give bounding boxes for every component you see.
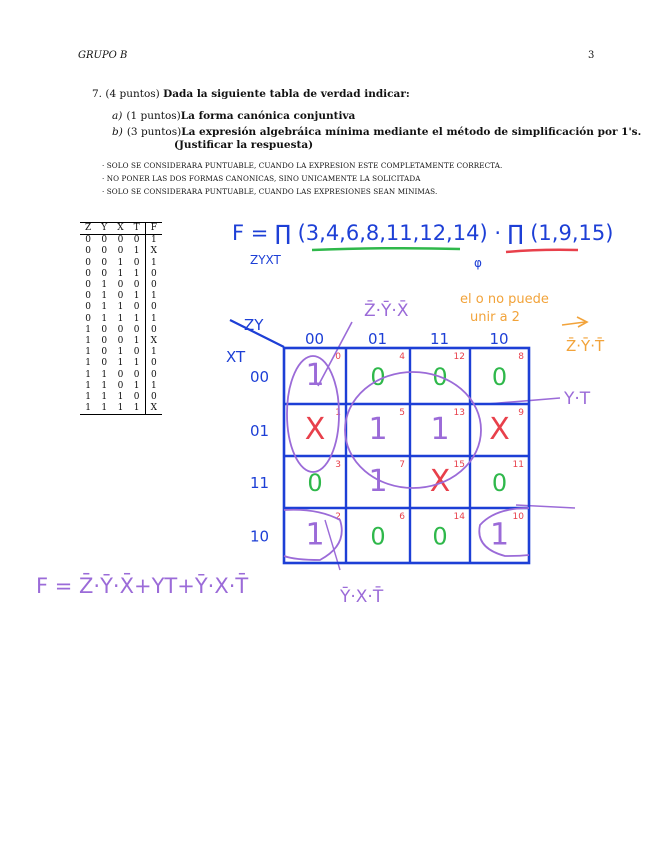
- table-cell: 0: [85, 257, 91, 268]
- table-cell: 0: [133, 324, 140, 335]
- table-cell: 0: [85, 313, 91, 324]
- note-3: · SOLO SE CONSIDERARA PUNTUABLE, CUANDO LAS EXPRESIONES SEAN MINIMAS.: [102, 187, 438, 196]
- table-cell: 1: [117, 268, 124, 279]
- table-cell: 0: [101, 336, 108, 347]
- table-cell: 1: [145, 291, 162, 302]
- table-cell: 1: [85, 336, 91, 347]
- kmap-cell-value: 0: [432, 522, 448, 551]
- table-cell: 1: [133, 291, 140, 302]
- table-cell: 1: [117, 302, 124, 313]
- product-form: F = ∏ (3,4,6,8,11,12,14) · ∏ (1,9,15): [232, 221, 614, 245]
- kmap-minterm-index: 1: [335, 408, 341, 418]
- table-cell: 1: [117, 392, 124, 403]
- table-cell: 1: [145, 314, 162, 325]
- table-cell: 1: [85, 358, 91, 369]
- kmap-cell-value: X: [489, 412, 510, 447]
- table-cell: 1: [112, 403, 128, 415]
- kmap-minterm-index: 8: [518, 352, 524, 362]
- note-line-1: el o no puede: [460, 292, 549, 307]
- table-cell: 1: [85, 392, 91, 403]
- table-cell: 1: [145, 258, 162, 269]
- table-cell: 1: [133, 313, 140, 324]
- table-cell: 0: [117, 235, 124, 246]
- table-cell: 1: [133, 358, 140, 369]
- table-cell: 0: [85, 235, 91, 246]
- table-cell: 1: [117, 347, 124, 358]
- kmap-cell-value: 0: [432, 363, 448, 391]
- question-points: (4 puntos): [105, 88, 160, 100]
- table-cell: 0: [85, 302, 91, 313]
- table-cell: 0: [133, 369, 140, 380]
- kmap-cell-value: 0: [491, 469, 508, 497]
- table-cell: 1: [145, 347, 162, 358]
- table-cell: 0: [85, 280, 91, 291]
- table-cell: 1: [117, 358, 124, 369]
- table-cell: 0: [101, 235, 108, 246]
- table-cell: 0: [145, 370, 162, 381]
- table-cell: 1: [85, 380, 91, 391]
- part-a-points: (1 puntos): [126, 110, 181, 122]
- note-1: · SOLO SE CONSIDERARA PUNTUABLE, CUANDO LA EXPRESION ESTE COMPLETAMENTE CORRECTA.: [102, 161, 503, 170]
- red-underline: [506, 250, 578, 252]
- kmap-minterm-index: 12: [453, 352, 465, 362]
- kmap-cell-value: 1: [305, 517, 325, 553]
- table-cell: 0: [117, 324, 124, 335]
- table-cell: X: [145, 336, 162, 347]
- table-cell: 0: [133, 257, 140, 268]
- kmap-minterm-index: 3: [335, 460, 341, 470]
- phi-mark: φ: [474, 256, 482, 270]
- kmap-cell-value: 1: [368, 412, 388, 447]
- table-cell: 1: [101, 302, 108, 313]
- kmap-row-header: 00: [250, 368, 270, 386]
- kmap-cell-value: 1: [368, 464, 388, 499]
- result-expression: F = Z̄·Ȳ·X̄+YT+Ȳ·X·T̄: [36, 574, 249, 598]
- table-cell: X: [145, 246, 162, 257]
- table-cell: X: [145, 403, 162, 415]
- kmap-row-header: 10: [250, 527, 270, 546]
- kmap-col-header: 10: [489, 330, 509, 348]
- table-cell: 0: [145, 358, 162, 369]
- table-cell: 0: [133, 235, 140, 246]
- table-cell: 1: [101, 313, 108, 324]
- table-cell: 0: [101, 257, 108, 268]
- question-prompt: Dada la siguiente tabla de verdad indicar:: [163, 88, 410, 100]
- table-cell: 0: [145, 280, 162, 291]
- table-cell: 0: [117, 369, 124, 380]
- part-b-points: (3 puntos): [126, 126, 182, 138]
- table-cell: 1: [101, 291, 108, 302]
- kmap-cell-value: 1: [489, 517, 510, 553]
- kmap-row-header: 01: [250, 422, 270, 440]
- karnaugh-map: [226, 316, 529, 563]
- table-cell: 0: [101, 347, 108, 358]
- col-z: Z: [80, 223, 96, 235]
- kmap-minterm-index: 0: [335, 352, 341, 362]
- table-cell: 1: [133, 336, 140, 347]
- group-label-2: Ȳ·X·T̄: [340, 587, 384, 607]
- group-label-yt: Y·T: [564, 389, 591, 409]
- table-cell: 1: [80, 403, 96, 415]
- kmap-cell-value: X: [429, 464, 451, 499]
- table-cell: 0: [101, 324, 108, 335]
- kmap-minterm-index: 11: [512, 460, 524, 470]
- part-a-label: a): [112, 110, 123, 122]
- kmap-minterm-index: 6: [399, 512, 405, 522]
- part-a-text: La forma canónica conjuntiva: [180, 110, 356, 122]
- kmap-col-header: 11: [430, 330, 450, 348]
- kmap-minterm-index: 9: [518, 408, 524, 418]
- kmap-col-header: 00: [305, 330, 325, 348]
- kmap-minterm-index: 5: [399, 408, 405, 418]
- kmap-cell-value: 0: [370, 522, 386, 551]
- table-cell: 1: [101, 380, 108, 391]
- kmap-minterm-index: 2: [335, 512, 341, 522]
- kmap-cell-value: 1: [430, 412, 450, 447]
- kmap-row-var: XT: [226, 348, 246, 366]
- group-yt: [345, 372, 481, 488]
- col-x: X: [112, 223, 128, 235]
- kmap-cell-value: 0: [491, 363, 508, 391]
- kmap-cell-value: 0: [307, 469, 323, 497]
- note-term: Z̄·Ȳ·T̄: [566, 337, 605, 355]
- table-cell: 0: [145, 302, 162, 313]
- table-cell: 0: [145, 392, 162, 403]
- table-cell: 0: [85, 291, 91, 302]
- note-2: · NO PONER LAS DOS FORMAS CANONICAS, SINO UNICAMENTE LA SOLICITADA: [102, 174, 421, 183]
- group-label-1: Z̄·Ȳ·X̄: [364, 301, 409, 321]
- kmap-minterm-index: 4: [399, 352, 405, 362]
- table-cell: 0: [117, 246, 124, 257]
- question-number: 7.: [92, 88, 103, 100]
- col-f: F: [145, 223, 162, 235]
- table-cell: 1: [133, 246, 140, 257]
- table-cell: 0: [117, 280, 124, 291]
- part-b-label: b): [112, 126, 123, 138]
- table-cell: 1: [145, 381, 162, 392]
- table-cell: 1: [101, 369, 108, 380]
- table-cell: 1: [117, 257, 124, 268]
- kmap-cell-value: X: [304, 412, 326, 447]
- table-cell: 0: [101, 268, 108, 279]
- kmap-minterm-index: 15: [453, 460, 465, 470]
- table-cell: 0: [117, 336, 124, 347]
- table-cell: 0: [85, 268, 91, 279]
- table-cell: 0: [117, 380, 124, 391]
- table-cell: 1: [85, 324, 91, 335]
- table-cell: 0: [133, 302, 140, 313]
- table-cell: 0: [101, 358, 108, 369]
- table-cell: 1: [85, 369, 91, 380]
- part-b-text: La expresión algebráica mínima mediante el método de simplificación por 1's.: [181, 126, 642, 138]
- col-y: Y: [96, 223, 112, 235]
- note-line-2: unir a 2: [470, 310, 520, 325]
- kmap-minterm-index: 14: [453, 512, 465, 522]
- table-cell: 1: [101, 280, 108, 291]
- table-cell: 1: [133, 268, 140, 279]
- table-cell: 1: [117, 313, 124, 324]
- kmap-cell-value: 0: [370, 363, 386, 391]
- table-cell: 0: [101, 246, 108, 257]
- var-order: ZYXT: [250, 253, 281, 267]
- table-cell: 0: [133, 280, 140, 291]
- table-cell: 0: [133, 347, 140, 358]
- table-cell: 0: [117, 291, 124, 302]
- table-cell: 1: [96, 403, 112, 415]
- header-title: GRUPO B: [78, 50, 128, 61]
- kmap-cell-value: 1: [305, 358, 325, 393]
- kmap-minterm-index: 13: [453, 408, 465, 418]
- green-underline: [312, 248, 460, 250]
- table-cell: 0: [133, 392, 140, 403]
- table-cell: 0: [85, 246, 91, 257]
- table-cell: 0: [145, 325, 162, 336]
- table-cell: 1: [145, 235, 162, 247]
- table-cell: 0: [145, 269, 162, 280]
- kmap-minterm-index: 10: [512, 512, 524, 522]
- table-cell: 1: [133, 380, 140, 391]
- table-cell: 1: [101, 392, 108, 403]
- kmap-col-var: ZY: [244, 316, 264, 334]
- table-cell: 1: [85, 347, 91, 358]
- table-cell: 1: [129, 403, 146, 415]
- part-b-justify-text: (Justificar la respuesta): [174, 139, 314, 151]
- kmap-minterm-index: 7: [399, 460, 405, 470]
- orange-arrow: [562, 317, 587, 327]
- kmap-col-header: 01: [368, 330, 388, 348]
- col-t: T: [129, 223, 146, 235]
- kmap-row-header: 11: [250, 474, 270, 492]
- page-number: 3: [588, 50, 595, 61]
